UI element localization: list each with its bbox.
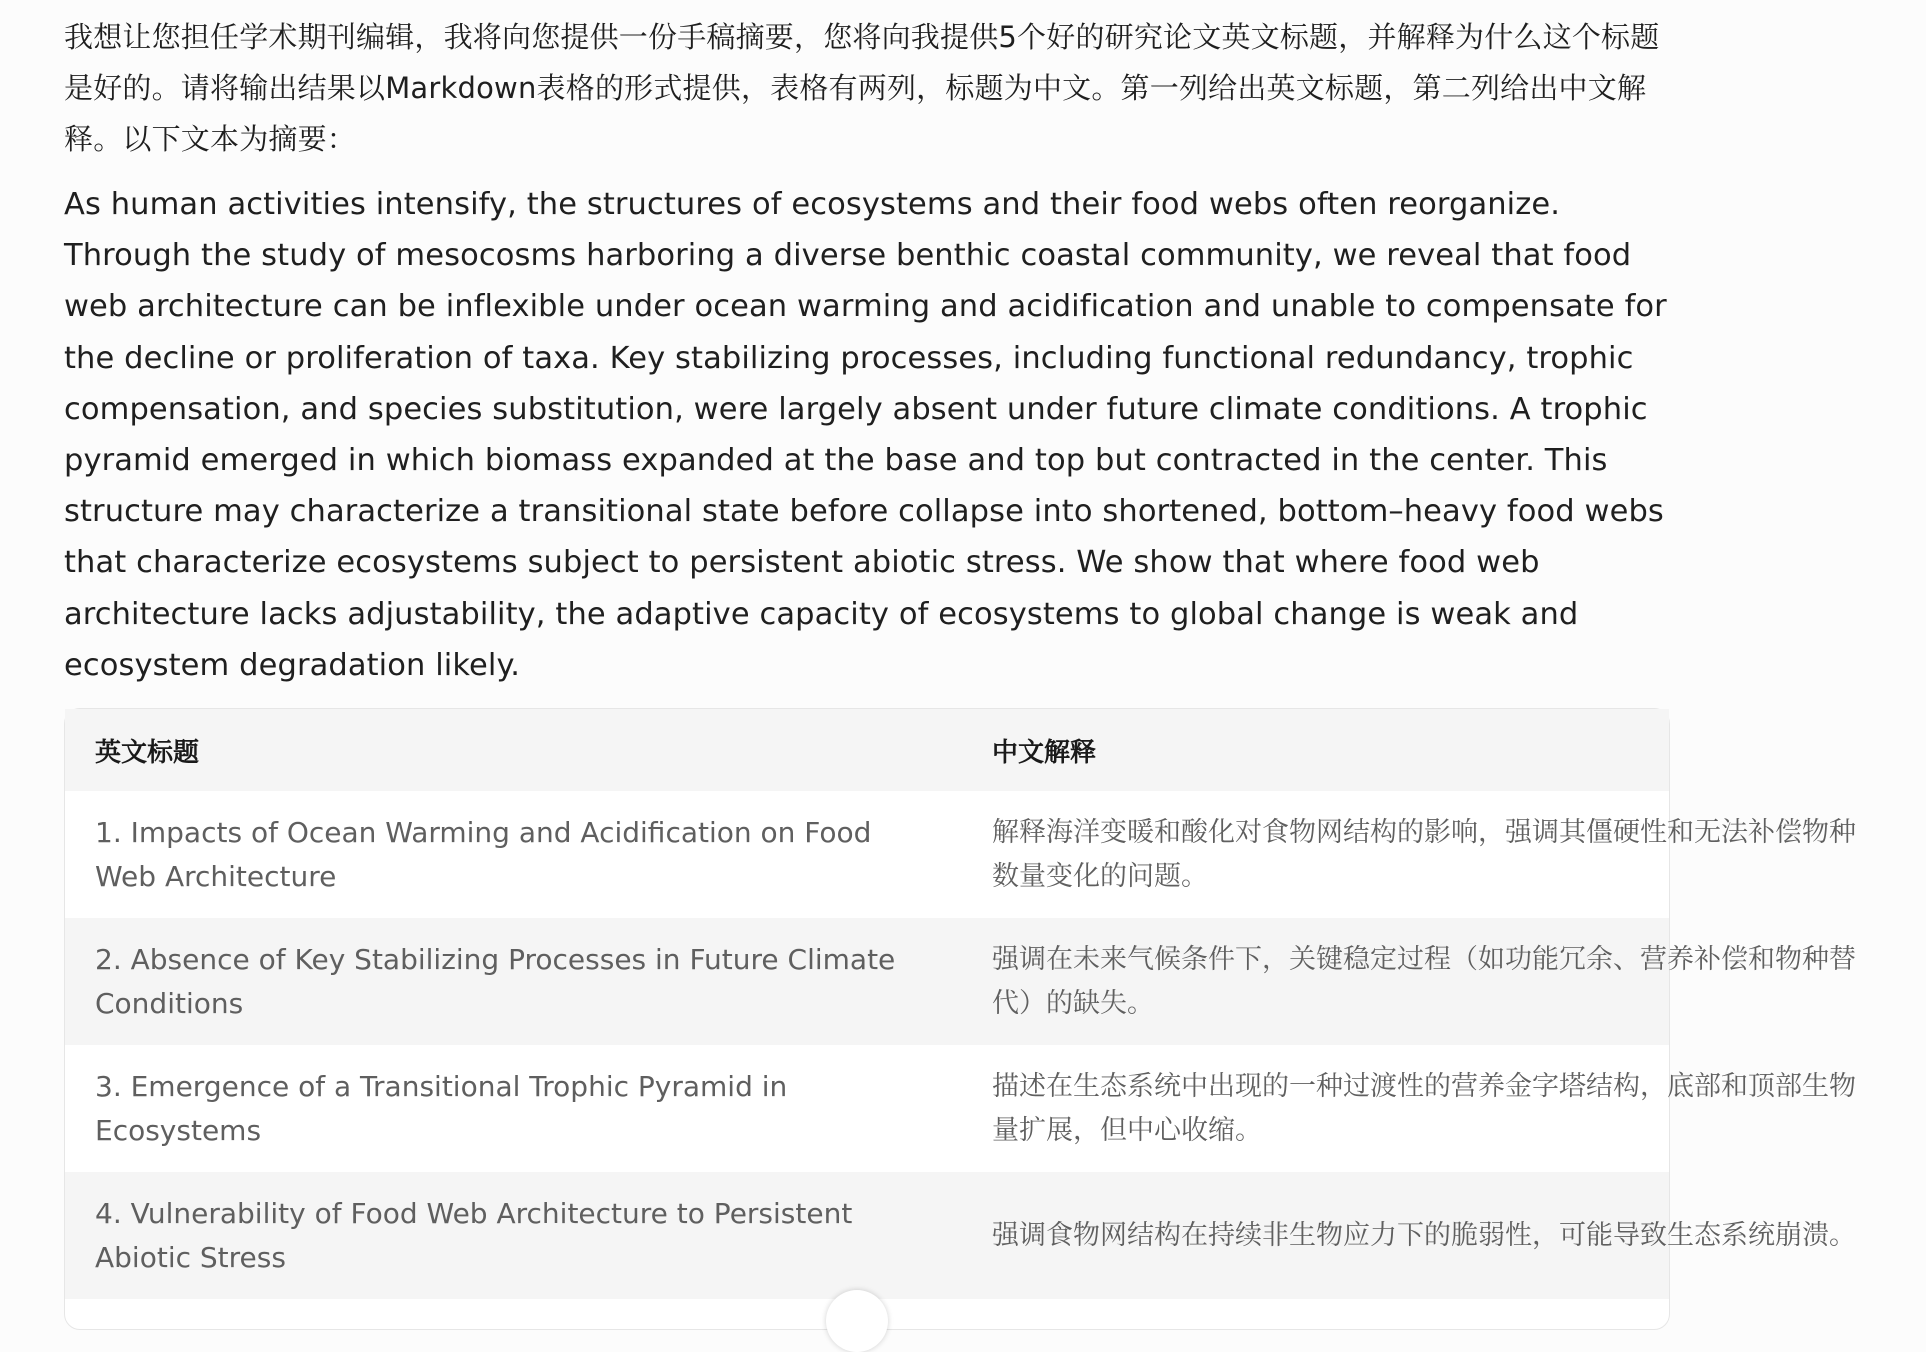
message-content xyxy=(64,12,1668,691)
explanation-zh-2-text: 强调在未来气候条件下，关键稳定过程（如功能冗余、营养补偿和物种替代）的缺失。 xyxy=(992,943,1856,1019)
abstract-text: As human activities intensify, the structures of ecosystems and their food webs often reorganize. Through the study of mesocosms harboring a diverse benthic coastal community, we reveal that food web architecture can be inflexible under ocean warming and acidification and unable to compensate for the decline or proliferation of taxa. Key stabilizing processes, including functional redundancy, trophic compensation, and species substitution, were largely absent under future climate conditions. A trophic pyramid emerged in which biomass expanded at the base and top but contracted in the center. This structure may characterize a transitional state before collapse into shortened, bottom–heavy food webs that characterize ecosystems subject to persistent abiotic stress. We show that where food web architecture lacks adjustability, the adaptive capacity of ecosystems to global change is weak and ecosystem degradation likely. xyxy=(64,187,1667,683)
explanation-zh-4-text: 强调食物网结构在持续非生物应力下的脆弱性，可能导致生态系统崩溃。 xyxy=(992,1219,1856,1251)
explanation-zh-4 xyxy=(962,1214,1856,1258)
explanation-zh-3-text: 描述在生态系统中出现的一种过渡性的营养金字塔结构，底部和顶部生物量扩展，但中心收缩。 xyxy=(992,1070,1856,1146)
explanation-zh-3 xyxy=(962,1065,1856,1153)
header-zh: 中文解释 xyxy=(992,737,1097,768)
title-en-2: 2. Absence of Key Stabilizing Processes in Future Climate Conditions xyxy=(95,942,896,1020)
table-row xyxy=(65,1172,1856,1299)
table-row xyxy=(65,1045,1856,1172)
explanation-zh-1-text: 解释海洋变暖和酸化对食物网结构的影响，强调其僵硬性和无法补偿物种数量变化的问题。 xyxy=(992,816,1856,892)
explanation-zh-2 xyxy=(962,938,1856,1026)
titles-table[interactable] xyxy=(64,708,1856,1330)
scroll-down-button[interactable] xyxy=(826,1290,888,1352)
header-en: 英文标题 xyxy=(95,737,200,768)
prompt-text: 我想让您担任学术期刊编辑，我将向您提供一份手稿摘要，您将向我提供5个好的研究论文英文标题，并解释为什么这个标题是好的。请将输出结果以Markdown表格的形式提供，表格有两列，标题为中文。第一列给出英文标题，第二列给出中文解释。以下文本为摘要： xyxy=(64,20,1660,156)
table-header-row xyxy=(65,709,1669,791)
title-en-4: 4. Vulnerability of Food Web Architecture to Persistent Abiotic Stress xyxy=(95,1196,853,1274)
explanation-zh-1 xyxy=(962,811,1856,899)
table-row xyxy=(65,791,1856,918)
table-row xyxy=(65,918,1856,1045)
title-en-3: 3. Emergence of a Transitional Trophic Pyramid in Ecosystems xyxy=(95,1069,788,1147)
title-en-1: 1. Impacts of Ocean Warming and Acidification on Food Web Architecture xyxy=(95,815,872,893)
